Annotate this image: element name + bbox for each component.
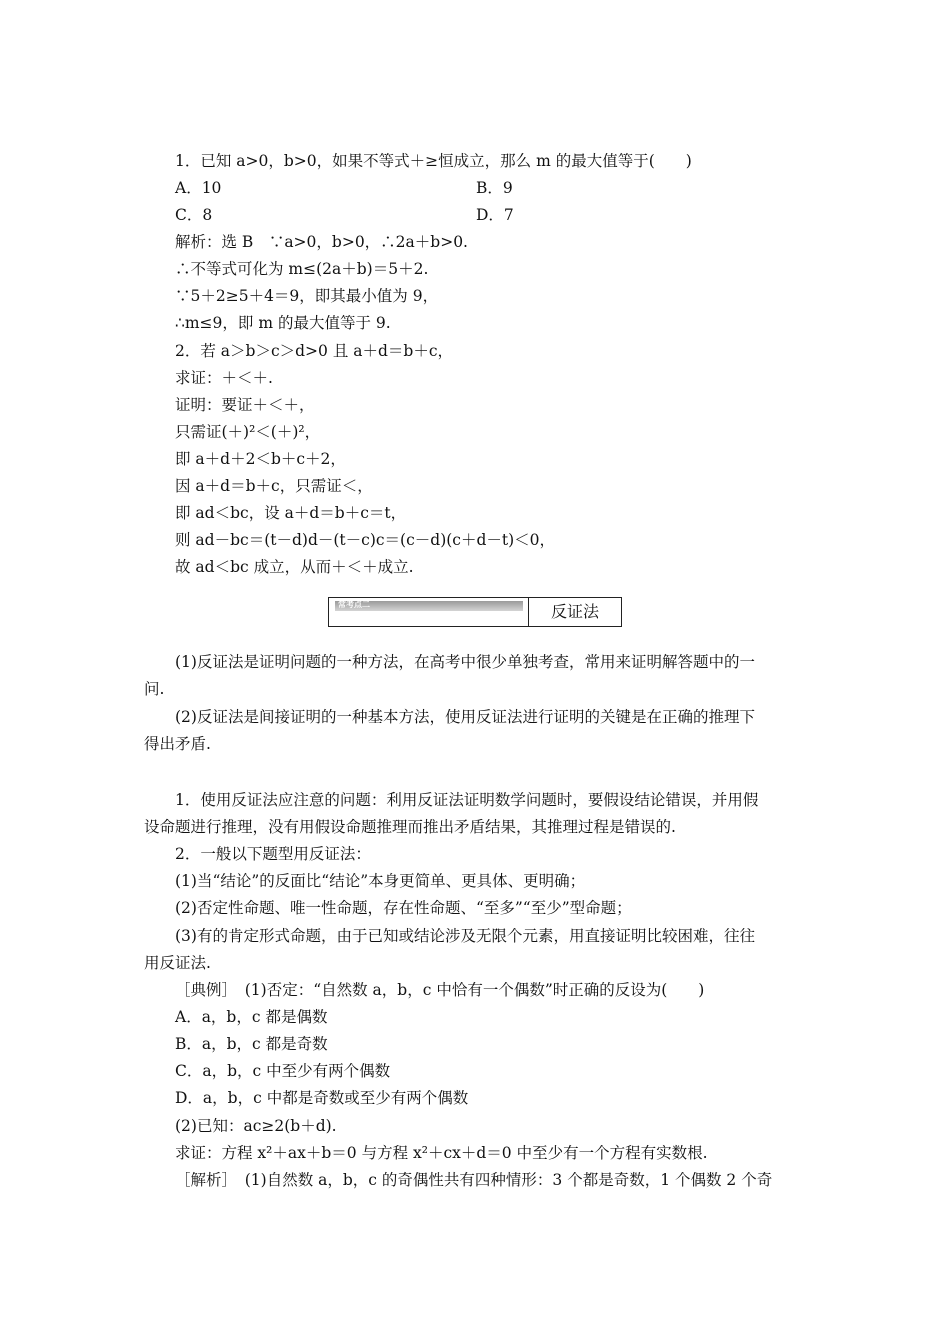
proof-line-3: 即 a＋d＋2＜b＋c＋2，	[175, 450, 346, 468]
section-tag	[328, 597, 622, 627]
example-option-c: C．a，b，c 中至少有两个偶数	[175, 1062, 391, 1080]
note-2-item-1: (1)当“结论”的反面比“结论”本身更简单、更具体、更明确；	[175, 872, 586, 890]
option-c: C．8	[175, 206, 213, 224]
section-tag-title: 反证法	[550, 602, 599, 621]
intro-line-2-cont: 得出矛盾.	[144, 735, 211, 753]
section-tag-label: 常考点二	[338, 600, 370, 609]
proof-line-6: 则 ad－bc＝(t－d)d－(t－c)c＝(c－d)(c＋d－t)＜0，	[175, 531, 556, 549]
example-option-b: B．a，b，c 都是奇数	[175, 1035, 328, 1053]
note-2-item-2: (2)否定性命题、唯一性命题，存在性命题、“至多”“至少”型命题；	[175, 899, 632, 917]
proof-line-2: 只需证(＋)²＜(＋)²，	[175, 423, 321, 441]
note-2: 2．一般以下题型用反证法：	[175, 845, 371, 863]
question-1: 1．已知 a>0，b>0，如果不等式＋≥恒成立，那么 m 的最大值等于( )	[175, 152, 692, 170]
example-prove: 求证：方程 x²＋ax＋b＝0 与方程 x²＋cx＋d＝0 中至少有一个方程有实数根.	[175, 1144, 708, 1162]
option-d: D．7	[476, 206, 514, 224]
solution-line-1: 解析：选 B ∵a>0，b>0，∴2a＋b>0.	[175, 233, 468, 251]
note-1: 1．使用反证法应注意的问题：利用反证法证明数学问题时，要假设结论错误，并用假	[175, 791, 759, 809]
proof-line-4: 因 a＋d＝b＋c，只需证＜，	[175, 477, 373, 495]
option-b: B．9	[476, 179, 513, 197]
solution-line-4: ∴m≤9，即 m 的最大值等于 9.	[175, 314, 391, 332]
intro-line-1: (1)反证法是证明问题的一种方法，在高考中很少单独考查，常用来证明解答题中的一	[175, 653, 755, 671]
intro-line-2: (2)反证法是间接证明的一种基本方法，使用反证法进行证明的关键是在正确的推理下	[175, 708, 755, 726]
example-option-a: A．a，b，c 都是偶数	[175, 1008, 328, 1026]
question-2: 2．若 a＞b＞c＞d>0 且 a＋d＝b＋c，	[175, 342, 454, 360]
proof-line-7: 故 ad＜bc 成立，从而＋＜＋成立.	[175, 558, 414, 576]
note-1-cont: 设命题进行推理，没有用假设命题推理而推出矛盾结果，其推理过程是错误的.	[144, 818, 676, 836]
note-2-item-3: (3)有的肯定形式命题，由于已知或结论涉及无限个元素，用直接证明比较困难，往往	[175, 927, 755, 945]
example-question: ［典例］ (1)否定：“自然数 a，b，c 中恰有一个偶数”时正确的反设为( )	[175, 981, 705, 999]
note-2-item-3-cont: 用反证法.	[144, 954, 211, 972]
example-given: (2)已知：ac≥2(b＋d).	[175, 1117, 337, 1135]
solution-line-2: ∴不等式可化为 m≤(2a＋b)＝5＋2.	[175, 260, 429, 278]
option-a: A．10	[175, 179, 222, 197]
prove-statement: 求证：＋＜＋.	[175, 369, 273, 387]
proof-line-5: 即 ad＜bc，设 a＋d＝b＋c＝t，	[175, 504, 407, 522]
example-option-d: D．a，b，c 中都是奇数或至少有两个偶数	[175, 1089, 469, 1107]
proof-line-1: 证明：要证＋＜＋，	[175, 396, 315, 414]
example-analysis: ［解析］ (1)自然数 a，b，c 的奇偶性共有四种情形：3 个都是奇数，1 个偶数 2 个奇	[175, 1171, 773, 1189]
intro-line-1-cont: 问.	[144, 680, 165, 698]
solution-line-3: ∵5＋2≥5＋4＝9，即其最小值为 9，	[175, 287, 439, 305]
section-tag-banner	[335, 601, 523, 611]
